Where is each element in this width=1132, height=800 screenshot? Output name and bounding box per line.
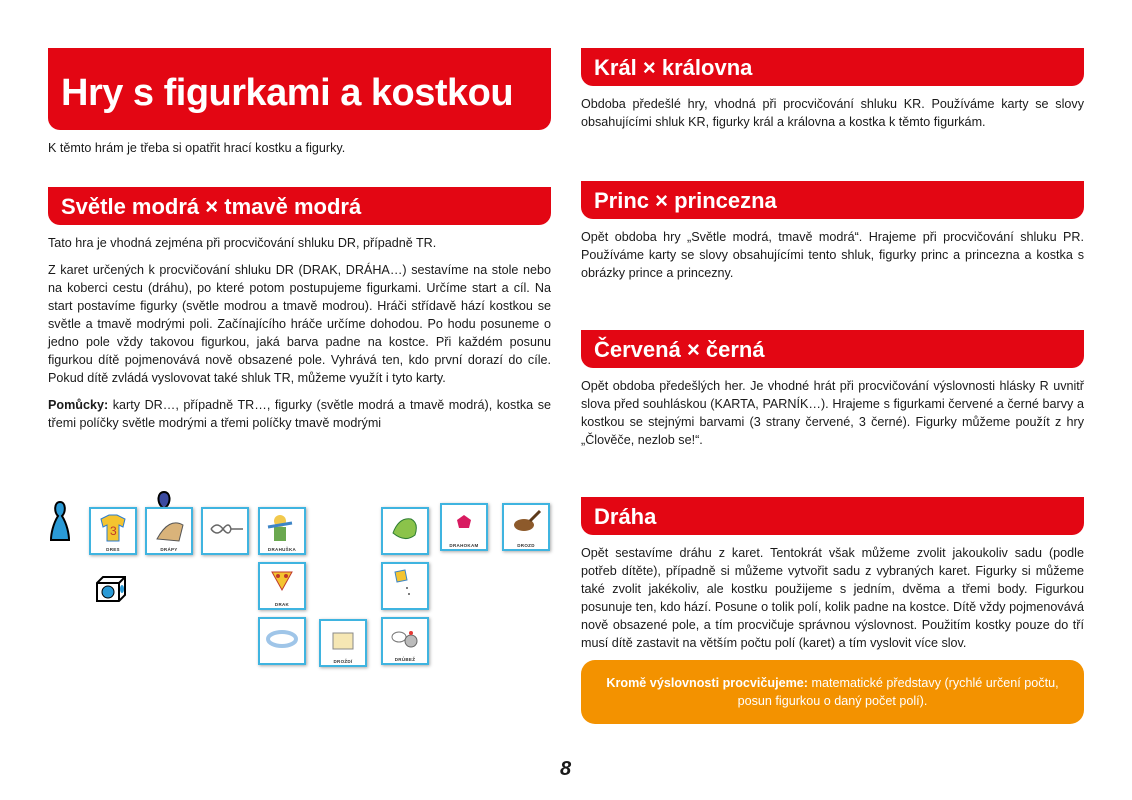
paragraph: Z karet určených k procvičování shluku DR (DRAK, DRÁHA…) sestavíme na stole nebo na koberci cestu (dráhu), po které potom postupujeme figurkami. Určíme start a cíl. Na start postavíme figurky (světle modrou a tmavě modrou). Hráči střídavě hází kostkou se světle a tmavě modrými poli. Začínajícího hráče určíme dohodou. Po hodu posuneme o jedno pole vždy takovou figurkou, jaká barva padne na kostce. Při každém posunu figurkou dítě pojmenovává nově obsazené pole. Vyhrává ten, kdo první dorazí do cíle. Pokud dítě zvládá vyslovovat také shluk TR, můžeme využít i tyto karty. [48, 263, 551, 385]
intro-text: K těmto hrám je třeba si opatřit hrací kostku a figurky. [48, 141, 346, 155]
card-drubez: DRŮBEŽ [381, 617, 429, 665]
section-heading-draha: Dráha [581, 497, 1084, 535]
card-drozd: DROZD [502, 503, 550, 551]
section-heading-cervena: Červená × černá [581, 330, 1084, 368]
card-drozdi: DROŽDÍ [319, 619, 367, 667]
dice-icon [95, 575, 127, 603]
page-number: 8 [560, 758, 572, 780]
section-body-kral: Obdoba předešlé hry, vhodná při procvičování shluku KR. Používáme karty se slovy obsahujícími shluk KR, figurky král a královna a kostka k těmto figurkám. [581, 97, 1084, 129]
section-body-draha: Opět sestavíme dráhu z karet. Tentokrát však můžeme zvolit jakoukoliv sadu (podle potřeb dítěte), případně si můžeme vytvořit sadu z vybraných karet. Figurky si můžeme také zvolit jakékoliv, ale kostku použijeme s jedním, dvěma a třemi body. Figurkou posunuje ten, kdo hází. Posune o tolik polí, kolik padne na kostce. Dítě vždy pojmenovává nově obsazené pole, a tím procvičuje správnou výslovnost. Použitím kostky pouze do tří musí dítě zastavit na větším počtu polí (karet) a tím vyslovit více slov. [581, 546, 1084, 650]
card-drapy: DRÁPY [145, 507, 193, 555]
card-dragon [381, 507, 429, 555]
section-body-cervena: Opět obdoba předešlých her. Je vhodné hrát při procvičování výslovnosti hlásky R uvnitř slova před souhláskou (KARTA, PARNÍK…). Hrajeme s figurkami červené a černé barvy a kostkou se stejnými barvami (3 strany červené, 3 černé). Figurky můžeme použít z hry „Člověče, nezlob se!“. [581, 379, 1084, 447]
page-title: Hry s figurkami a kostkou [48, 48, 551, 130]
section-heading-kral: Král × královna [581, 48, 1084, 86]
aids-text: karty DR…, případně TR…, figurky (světle modrá a tmavě modrá), kostka se třemi políčky světle modrými a třemi políčky tmavě modrými [48, 398, 551, 430]
section-body-light-dark-blue [48, 234, 551, 441]
note-box [581, 660, 1084, 724]
card-drahuska: DRAHUŠKA [258, 507, 306, 555]
section-heading-light-dark-blue: Světle modrá × tmavě modrá [48, 187, 551, 225]
paragraph: Tato hra je vhodná zejména při procvičování shluku DR, případně TR. [48, 236, 437, 250]
card-rope [201, 507, 249, 555]
note-text: matematické představy (rychlé určení počtu, posun figurkou o daný počet polí). [737, 676, 1059, 708]
card-hose [258, 617, 306, 665]
svg-text:3: 3 [110, 524, 117, 538]
section-heading-princ: Princ × princezna [581, 181, 1084, 219]
card-drak: DRAK [258, 562, 306, 610]
light-blue-pawn-icon [49, 500, 71, 544]
card-dres: 3 DRES [89, 507, 137, 555]
note-label: Kromě výslovnosti procvičujeme: [606, 676, 808, 690]
section-body-princ: Opět obdoba hry „Světle modrá, tmavě modrá“. Hrajeme při procvičování shluku PR. Používáme karty se slovy obsahujícími tento shluk, figurky princ a princezna a kostka s obrázky prince a princezny. [581, 230, 1084, 280]
aids-paragraph [48, 396, 551, 432]
card-drahokam: DRAHOKAM [440, 503, 488, 551]
card-watering [381, 562, 429, 610]
aids-label: Pomůcky: [48, 398, 109, 412]
